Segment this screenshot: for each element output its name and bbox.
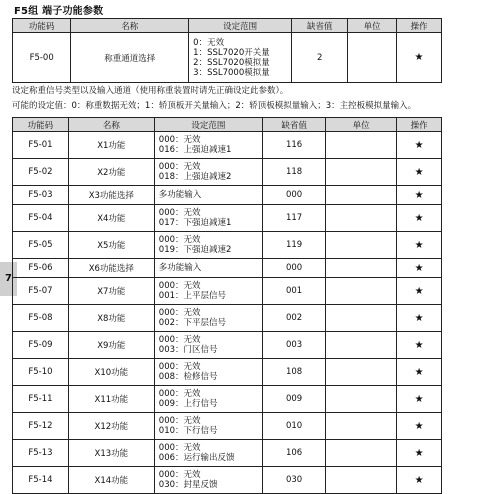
header-name: 名称: [71, 19, 189, 33]
note-values: 可能的设定值：0：称重数据无效；1：轿顶板开关量输入；2：轿顶板模拟量输入；3：主控板模拟量输入。: [12, 101, 417, 111]
param-name: X8功能: [68, 305, 154, 332]
range-line: 006：运行输出反馈: [158, 453, 235, 463]
table-row: [13, 259, 442, 278]
range-line: 002：下平层信号: [158, 318, 227, 328]
table-row: [13, 359, 442, 386]
param-default: 000: [262, 186, 325, 205]
param-op: ★: [397, 232, 442, 259]
range-line: 018：上强迫减速2: [158, 172, 232, 182]
range-line: 000：无效: [158, 362, 201, 372]
param-unit: [326, 159, 397, 186]
param-name: X1功能: [68, 132, 154, 159]
param-range: [154, 159, 262, 186]
header-unit: 单位: [348, 19, 397, 33]
table-row: [13, 305, 442, 332]
param-code: F5-13: [13, 440, 69, 467]
param-code: F5-03: [13, 186, 69, 205]
param-default: 030: [262, 467, 325, 494]
param-name: X7功能: [68, 278, 154, 305]
param-default: 117: [262, 205, 325, 232]
param-default: 119: [262, 232, 325, 259]
table-header-row: [13, 118, 442, 132]
header-default: 缺省值: [262, 118, 325, 132]
param-range: [154, 132, 262, 159]
param-code: F5-14: [13, 467, 69, 494]
table-row: [13, 186, 442, 205]
param-unit: [326, 440, 397, 467]
param-range: [154, 332, 262, 359]
param-op: ★: [397, 305, 442, 332]
param-unit: [326, 132, 397, 159]
param-op: ★: [397, 278, 442, 305]
param-op: ★: [397, 259, 442, 278]
param-range: [154, 278, 262, 305]
param-default: 002: [262, 305, 325, 332]
table-row: [13, 132, 442, 159]
range-line: 000：无效: [158, 162, 201, 172]
param-code: F5-11: [13, 386, 69, 413]
table-row: [13, 232, 442, 259]
range-line: 000：无效: [158, 470, 201, 480]
param-unit: [326, 186, 397, 205]
param-unit: [326, 259, 397, 278]
param-unit: [326, 413, 397, 440]
param-range: [154, 205, 262, 232]
param-range: [154, 359, 262, 386]
table-row: [13, 205, 442, 232]
header-op: 操作: [397, 118, 442, 132]
range-line: 009：上行信号: [158, 399, 218, 409]
param-range: [154, 305, 262, 332]
param-op: ★: [396, 33, 441, 83]
section-title: F5组 端子功能参数: [14, 6, 104, 17]
param-range: 0：无效 1：SSL7020开关量 2：SSL7020模拟量 3：SSL7000模拟量: [189, 33, 292, 83]
param-default: 001: [262, 278, 325, 305]
param-unit: [326, 232, 397, 259]
param-default: 116: [262, 132, 325, 159]
param-code: F5-02: [13, 159, 69, 186]
param-range: [154, 413, 262, 440]
header-code: 功能码: [13, 19, 71, 33]
note-description: 设定称重信号类型以及输入通道（使用称重装置时请先正确设定此参数）。: [12, 86, 289, 96]
param-code: F5-10: [13, 359, 69, 386]
param-op: ★: [397, 386, 442, 413]
range-line: 000：无效: [158, 416, 201, 426]
param-name: X2功能: [68, 159, 154, 186]
param-code: F5-12: [13, 413, 69, 440]
param-range: [154, 467, 262, 494]
param-default: 2: [292, 33, 348, 83]
table-row: [13, 159, 442, 186]
range-line: 000：无效: [158, 443, 201, 453]
header-range: 设定范围: [154, 118, 262, 132]
param-default: 106: [262, 440, 325, 467]
param-unit: [326, 467, 397, 494]
param-default: 000: [262, 259, 325, 278]
header-range: 设定范围: [189, 19, 292, 33]
param-code: F5-07: [13, 278, 69, 305]
param-op: ★: [397, 413, 442, 440]
param-default: 009: [262, 386, 325, 413]
range-line: 016：上强迫减速1: [158, 145, 232, 155]
range-line: 000：无效: [158, 335, 201, 345]
param-code: F5-04: [13, 205, 69, 232]
param-code: F5-08: [13, 305, 69, 332]
param-name: X4功能: [68, 205, 154, 232]
range-line: 019：下强迫减速2: [158, 245, 232, 255]
param-code: F5-05: [13, 232, 69, 259]
param-op: ★: [397, 159, 442, 186]
range-line: 001：上平层信号: [158, 291, 227, 301]
param-code: F5-01: [13, 132, 69, 159]
param-op: ★: [397, 332, 442, 359]
header-code: 功能码: [13, 118, 69, 132]
param-range: [154, 232, 262, 259]
table-row: [13, 33, 442, 83]
param-name: 称重通道选择: [71, 33, 189, 83]
range-line: 000：无效: [158, 208, 201, 218]
header-default: 缺省值: [292, 19, 348, 33]
param-default: 003: [262, 332, 325, 359]
param-op: ★: [397, 359, 442, 386]
param-code: F5-09: [13, 332, 69, 359]
param-table-top: [12, 18, 442, 83]
range-line: 000：无效: [158, 235, 201, 245]
param-range: [154, 440, 262, 467]
param-default: 118: [262, 159, 325, 186]
range-line: 000：无效: [158, 389, 201, 399]
param-op: ★: [397, 132, 442, 159]
param-name: X14功能: [68, 467, 154, 494]
table-row: [13, 332, 442, 359]
param-name: X10功能: [68, 359, 154, 386]
param-default: 010: [262, 413, 325, 440]
header-op: 操作: [396, 19, 441, 33]
range-line: 多功能输入: [158, 190, 202, 200]
param-name: X9功能: [68, 332, 154, 359]
param-name: X11功能: [68, 386, 154, 413]
param-unit: [348, 33, 397, 83]
table-row: [13, 467, 442, 494]
param-op: ★: [397, 205, 442, 232]
header-name: 名称: [68, 118, 154, 132]
range-line: 000：无效: [158, 135, 201, 145]
range-line: 多功能输入: [158, 263, 202, 273]
range-line: 008：检修信号: [158, 372, 218, 382]
param-range: [154, 386, 262, 413]
range-line: 030：封星反馈: [158, 480, 218, 490]
range-line: 010：下行信号: [158, 426, 218, 436]
param-name: X12功能: [68, 413, 154, 440]
header-unit: 单位: [326, 118, 397, 132]
table-row: [13, 440, 442, 467]
param-op: ★: [397, 440, 442, 467]
param-code: F5-00: [13, 33, 71, 83]
param-op: ★: [397, 467, 442, 494]
param-unit: [326, 386, 397, 413]
param-name: X6功能选择: [68, 259, 154, 278]
table-row: [13, 413, 442, 440]
param-name: X5功能: [68, 232, 154, 259]
table-row: [13, 278, 442, 305]
param-op: ★: [397, 186, 442, 205]
param-range: [154, 259, 262, 278]
table-header-row: [13, 19, 442, 33]
param-unit: [326, 305, 397, 332]
param-default: 108: [262, 359, 325, 386]
chapter-tab: 7: [0, 262, 17, 296]
range-line: 017：下强迫减速1: [158, 218, 232, 228]
range-line: 003：门区信号: [158, 345, 218, 355]
range-line: 000：无效: [158, 281, 201, 291]
param-range: [154, 186, 262, 205]
param-name: X3功能选择: [68, 186, 154, 205]
range-line: 000：无效: [158, 308, 201, 318]
param-unit: [326, 205, 397, 232]
param-code: F5-06: [13, 259, 69, 278]
param-table-main: [12, 117, 442, 494]
table-row: [13, 386, 442, 413]
param-unit: [326, 359, 397, 386]
param-name: X13功能: [68, 440, 154, 467]
param-unit: [326, 332, 397, 359]
param-unit: [326, 278, 397, 305]
